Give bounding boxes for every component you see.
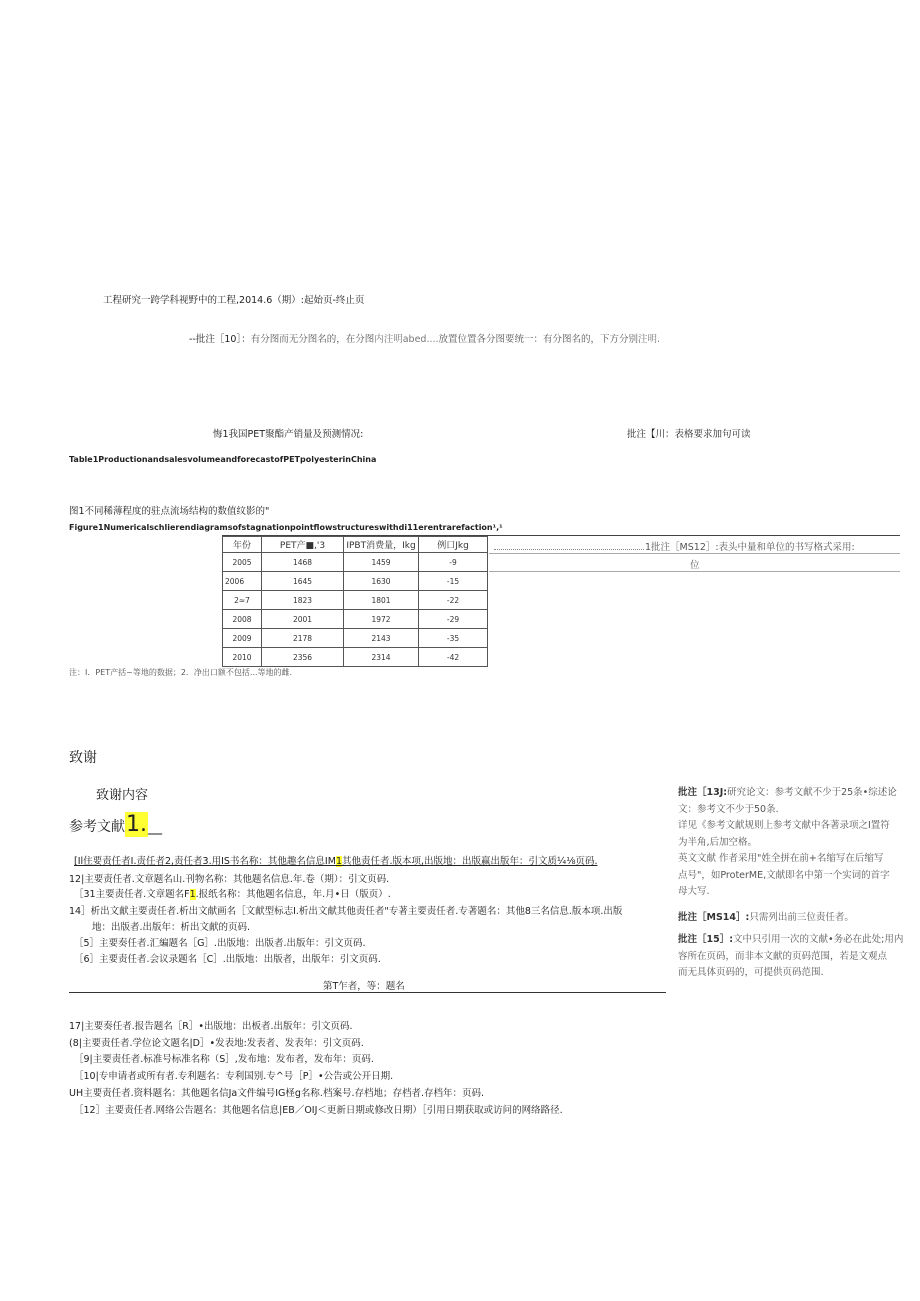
ack-heading: 致谢: [69, 750, 97, 766]
table-cell: 2009: [223, 629, 262, 648]
table-row: [223, 591, 488, 610]
table-cell: -22: [419, 591, 488, 610]
col-header-consumption: IPBT消费量，Ikg: [344, 537, 419, 553]
comment-10-text-a: 有分图而无分图名的，在分图: [250, 334, 375, 345]
reference-highlight: 1: [335, 856, 342, 867]
table-cell: -29: [419, 610, 488, 629]
table-cell: -9: [419, 553, 488, 572]
comment-14[interactable]: [678, 909, 854, 923]
references-heading-text: 参考文献: [69, 819, 125, 835]
comment-line: 为半角,后加空格。: [678, 836, 758, 848]
reference-text: 其他责任者.版本项,出版地：出版赢出版年：引文质¼⅛页码.: [341, 856, 598, 867]
table-title-en: Table1ProductionandsalesvolumeandforecastofPETpolyesterinChina: [69, 455, 377, 464]
comment-11[interactable]: 批注【川：表格要求加句可读: [627, 429, 751, 440]
table-row: [223, 553, 488, 572]
table-header-row: [223, 537, 488, 553]
table-cell: 1972: [344, 610, 419, 629]
references-heading-mark: 1.: [126, 812, 147, 837]
table-cell: 2010: [223, 648, 262, 667]
reference-item-3: [74, 886, 391, 900]
journal-citation-line: 工程研究一跨学科视野中的工程,2014.6（期）:起始页-终止页: [103, 295, 365, 306]
comment-15[interactable]: [678, 932, 903, 982]
reference-item-4: 14］析出文献主要责任者.析出文献画名［文献型标志I.析出文献其他责任者"专著主要责任者.专著题名：其他8三名信息.版本项.出版: [69, 906, 623, 917]
comment-line: 点号"，如ProterME,文献即名中第一个实词的首字: [678, 869, 890, 881]
reference-item-5: ［5］主要奏任者.汇編题名［G］.出版地：出版者.出版年：引文页码.: [74, 938, 366, 949]
comment-line: 母大写.: [678, 886, 710, 897]
table-cell: -15: [419, 572, 488, 591]
col-header-production: PET产■,'3: [262, 537, 344, 553]
table-row: [223, 610, 488, 629]
table-footnote: 注：I．PET产括~等地的数据；2．净出口额不包括...等地的雌.: [69, 668, 293, 677]
table-cell: 2314: [344, 648, 419, 667]
table-cell: 2005: [223, 553, 262, 572]
comment-line: 英文文献 作者采用"姓全拼在前+名缩写在后缩写: [678, 853, 884, 864]
reference-item-9: ［9|主要责任者.标准号标准名称（S］,发布地：发布者，发布年：页码.: [74, 1054, 374, 1065]
table-cell: 2356: [262, 648, 344, 667]
references-heading: [69, 812, 162, 837]
table-cell: -35: [419, 629, 488, 648]
comment-label: 批注［MS14］:: [678, 912, 750, 923]
reference-item-2: 12|主要责任者.文章题名山.刊物名称：其他题名信息.年.卷（期）：引文页码.: [69, 874, 390, 885]
table-cell: 1459: [344, 553, 419, 572]
table-cell: 2143: [344, 629, 419, 648]
reference-text: ［31主要责任者.文章题名F: [74, 889, 190, 900]
table-title-cn: 悔1我国PET聚酯产销量及预测情况:: [213, 429, 364, 440]
comment-line: 而无具体页码的，可提供页码范围.: [678, 967, 824, 978]
table-cell: 1630: [344, 572, 419, 591]
comment-line: 详见《参考文献规则上参考文献中各著录项之I置符: [678, 820, 890, 831]
references-heading-tail: __: [148, 819, 162, 835]
comment-10-text-d: 注明.: [638, 334, 661, 345]
reference-item-10: ［10|专申请者或所有者.专利题名：专利国别.专^号［P］•公告或公开日期.: [74, 1071, 394, 1082]
table-row: [223, 572, 488, 591]
reference-text: .报纸名称：其他题名信息，年.月•日（版页）.: [195, 889, 391, 900]
table-cell: 2008: [223, 610, 262, 629]
comment-12-line1[interactable]: 1批注［MS12］:表头中量和单位的书写格式采用:: [645, 542, 855, 553]
table-cell: -42: [419, 648, 488, 667]
reference-item-6: ［6］主要责任者.会议录题名［C］.出版地：出版者，出版年：引文页码.: [74, 954, 381, 965]
reference-highlight: 1: [189, 889, 196, 900]
col-header-year: 年份: [223, 537, 262, 553]
comment-line: 容所在页码，而非本文献的页码范围，若是文观点: [678, 950, 888, 962]
figure-title-en: Figure1Numericalschlierendiagramsofstagnationpointflowstructureswithdi11erentrarefaction¹,¹: [69, 523, 503, 532]
table-cell: 2001: [262, 610, 344, 629]
table-row: [223, 648, 488, 667]
reference-item-12: ［12］主要责任者.网络公告题名：其他题名信息|EB／OIJ＜更新日期或修改日期）［引用日期获取或访问的网络路径.: [74, 1105, 563, 1116]
comment-12-line2: 位: [690, 560, 700, 571]
comment-13[interactable]: [678, 785, 897, 901]
comment-10-text-b: 内注明abed....: [374, 334, 439, 345]
table-cell: 2178: [262, 629, 344, 648]
table-cell: 1801: [344, 591, 419, 610]
reference-text: [Il住要责任者I.责任者2,责任者3.用IS书名称：其他趣名信息IM: [74, 856, 336, 867]
table-cell: 1823: [262, 591, 344, 610]
table-cell: 1468: [262, 553, 344, 572]
reference-item-7: 17|主要奏任者.报告题名［R］•出版地：出板者.出版年：引文页码.: [69, 1021, 353, 1032]
table-cell: 2006: [223, 572, 262, 591]
section-break-label: 第T乍者，等：题名: [323, 981, 405, 992]
table-cell: 2≈7: [223, 591, 262, 610]
comment-line: 文中只引用一次的文献•务必在此处;用内: [733, 934, 904, 945]
comment-label: 批注［13J:: [678, 787, 728, 798]
comment-10[interactable]: [189, 331, 660, 345]
figure-title-cn: 图1不同稀薄程度的驻点流场结构的数值纹影的": [69, 506, 270, 517]
table-row: [223, 629, 488, 648]
ack-content: 致谢内容: [96, 788, 149, 803]
pet-production-table: [222, 536, 488, 667]
reference-item-8: (8|主要责任者.学位论文题名|D］•发表地:发表者、发表年：引文页码.: [69, 1038, 364, 1049]
comment-line: 文：参考文不少于50条.: [678, 803, 779, 815]
col-header-net-export: 例口Jkg: [419, 537, 488, 553]
table-cell: 1645: [262, 572, 344, 591]
reference-item-1: [74, 853, 597, 867]
comment-label: 批注［15］:: [678, 934, 734, 945]
comment-10-prefix: --批注［10］：: [189, 334, 251, 345]
reference-item-11: UH主要责任者.资料题名：其他题名信Ja文件编号IG柽g名称.档案号.存档地；存档者.存档年：页码.: [69, 1088, 485, 1099]
comment-line: 只需列出前三位责任者。: [749, 912, 854, 923]
comment-line: 研究论文：参考文献不少于25条•综述论: [727, 787, 897, 798]
reference-item-4-cont: 地：出版者.出版年：析出文献的页码.: [92, 922, 251, 933]
comment-10-text-c: 放置位置各分图要统一：有分图名的，下方分别: [438, 334, 639, 345]
